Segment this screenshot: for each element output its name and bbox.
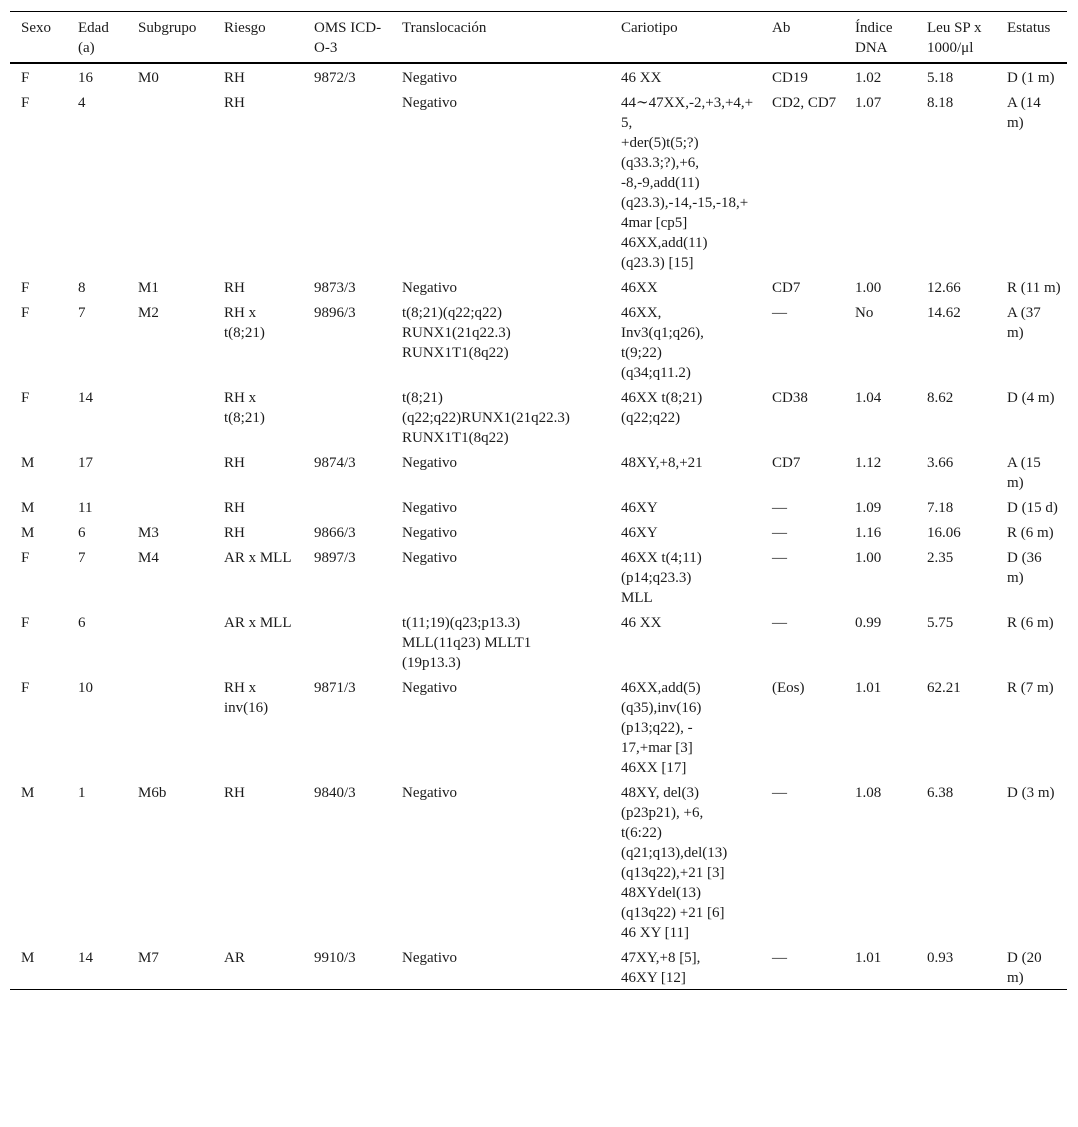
- cell-subgrupo: M6b: [138, 785, 167, 801]
- cell-ab: —: [772, 305, 787, 321]
- table-body: [10, 63, 1067, 990]
- cell-ab: CD19: [772, 70, 808, 86]
- cell-sexo: M: [21, 455, 35, 471]
- cell-oms: [303, 494, 391, 519]
- col-header-oms: OMS ICD-O-3: [314, 20, 382, 56]
- cell-riesgo: AR: [224, 950, 245, 966]
- cell-oms: 9872/3: [314, 70, 356, 86]
- cell-leu-sp: 62.21: [927, 680, 961, 696]
- cell-translocacion: Negativo: [402, 785, 457, 801]
- cell-translocacion: Negativo: [402, 550, 457, 566]
- cell-ab: —: [772, 615, 787, 631]
- cell-riesgo: AR x MLL: [224, 615, 292, 631]
- col-header-leu-sp: Leu SP x 1000/μl: [927, 20, 982, 56]
- col-header-cariotipo: Cariotipo: [621, 20, 678, 36]
- col-header-ab: Ab: [772, 20, 791, 36]
- cell-riesgo: RH: [224, 280, 245, 296]
- cell-sexo: F: [21, 280, 30, 296]
- cell-indice-dna: 1.01: [855, 680, 882, 696]
- cell-indice-dna: 1.09: [855, 500, 882, 516]
- cell-edad: 17: [78, 455, 93, 471]
- cell-oms: 9871/3: [314, 680, 356, 696]
- cell-edad: 14: [78, 950, 93, 966]
- cell-leu-sp: 0.93: [927, 950, 954, 966]
- cell-indice-dna: 1.00: [855, 550, 882, 566]
- cell-translocacion: Negativo: [402, 280, 457, 296]
- cell-oms: 9873/3: [314, 280, 356, 296]
- cell-sexo: M: [21, 500, 35, 516]
- col-header-translocacion: Translocación: [402, 20, 487, 36]
- cell-translocacion: Negativo: [402, 680, 457, 696]
- cell-ab: —: [772, 525, 787, 541]
- cell-subgrupo: [127, 494, 213, 519]
- cell-riesgo: RH: [224, 455, 245, 471]
- table-row: [10, 494, 1067, 519]
- cell-riesgo: RH x t(8;21): [224, 305, 265, 341]
- cell-oms: [303, 609, 391, 674]
- cell-indice-dna: 1.08: [855, 785, 882, 801]
- cell-ab: CD2, CD7: [772, 95, 837, 111]
- cell-subgrupo: [127, 609, 213, 674]
- cell-oms: 9897/3: [314, 550, 356, 566]
- cell-subgrupo: M3: [138, 525, 159, 541]
- cell-estatus: D (3 m): [1007, 785, 1055, 801]
- cell-leu-sp: 5.18: [927, 70, 954, 86]
- cell-ab: (Eos): [772, 680, 805, 696]
- col-header-sexo: Sexo: [21, 20, 51, 36]
- cell-ab: —: [772, 550, 787, 566]
- cell-indice-dna: 1.04: [855, 390, 882, 406]
- cell-riesgo: AR x MLL: [224, 550, 292, 566]
- cell-cariotipo: 46XX, Inv3(q1;q26), t(9;22) (q34;q11.2): [621, 305, 704, 381]
- cell-oms: 9910/3: [314, 950, 356, 966]
- cell-edad: 6: [78, 615, 86, 631]
- table-row: [10, 274, 1067, 299]
- cell-leu-sp: 5.75: [927, 615, 954, 631]
- cell-leu-sp: 12.66: [927, 280, 961, 296]
- cell-subgrupo: M2: [138, 305, 159, 321]
- cell-estatus: D (36 m): [1007, 550, 1042, 586]
- cell-translocacion: t(11;19)(q23;p13.3) MLL(11q23) MLLT1 (19p13.3): [402, 615, 532, 671]
- cell-estatus: A (14 m): [1007, 95, 1041, 131]
- cell-oms: 9866/3: [314, 525, 356, 541]
- cell-cariotipo: 44∼47XX,-2,+3,+4,+5, +der(5)t(5;?) (q33.3;?),+6, -8,-9,add(11) (q23.3),-14,-15,-18,+4mar [cp5] 46XX,add(11) (q23.3) [15]: [621, 95, 754, 271]
- cell-oms: [303, 384, 391, 449]
- cell-edad: 6: [78, 525, 86, 541]
- table-row: [10, 384, 1067, 449]
- cell-translocacion: t(8;21) (q22;q22)RUNX1(21q22.3) RUNX1T1(8q22): [402, 390, 570, 446]
- table-row: [10, 609, 1067, 674]
- cell-indice-dna: 1.00: [855, 280, 882, 296]
- cell-edad: 8: [78, 280, 86, 296]
- cell-edad: 7: [78, 550, 86, 566]
- cell-indice-dna: 1.12: [855, 455, 882, 471]
- cell-riesgo: RH: [224, 500, 245, 516]
- cell-riesgo: RH: [224, 70, 245, 86]
- table-row: [10, 63, 1067, 89]
- table-row: [10, 674, 1067, 779]
- table-row: [10, 944, 1067, 990]
- cell-sexo: M: [21, 525, 35, 541]
- cell-ab: CD38: [772, 390, 808, 406]
- cell-edad: 7: [78, 305, 86, 321]
- cell-edad: 16: [78, 70, 93, 86]
- cell-ab: CD7: [772, 455, 801, 471]
- cell-indice-dna: No: [855, 305, 874, 321]
- cell-subgrupo: M7: [138, 950, 159, 966]
- cell-oms: 9874/3: [314, 455, 356, 471]
- table-row: [10, 779, 1067, 944]
- cell-subgrupo: [127, 674, 213, 779]
- cell-estatus: R (11 m): [1007, 280, 1061, 296]
- cell-cariotipo: 46XX t(8;21) (q22;q22): [621, 390, 703, 426]
- cell-oms: 9840/3: [314, 785, 356, 801]
- cell-sexo: F: [21, 70, 30, 86]
- cell-translocacion: Negativo: [402, 950, 457, 966]
- cell-estatus: R (7 m): [1007, 680, 1054, 696]
- cell-sexo: M: [21, 785, 35, 801]
- cell-indice-dna: 1.01: [855, 950, 882, 966]
- cell-translocacion: Negativo: [402, 70, 457, 86]
- cell-leu-sp: 8.18: [927, 95, 954, 111]
- cell-cariotipo: 46XX: [621, 280, 658, 296]
- cell-translocacion: Negativo: [402, 455, 457, 471]
- cell-sexo: F: [21, 390, 30, 406]
- data-table-container: [10, 11, 1067, 990]
- col-header-subgrupo: Subgrupo: [138, 20, 197, 36]
- cell-edad: 11: [78, 500, 93, 516]
- cell-cariotipo: 46 XX: [621, 615, 662, 631]
- cell-estatus: D (20 m): [1007, 950, 1042, 986]
- header-row: [10, 12, 1067, 64]
- cell-estatus: A (15 m): [1007, 455, 1041, 491]
- cell-ab: CD7: [772, 280, 801, 296]
- cell-leu-sp: 2.35: [927, 550, 954, 566]
- cell-translocacion: Negativo: [402, 95, 457, 111]
- cell-edad: 4: [78, 95, 86, 111]
- cell-indice-dna: 1.07: [855, 95, 882, 111]
- cell-ab: —: [772, 950, 787, 966]
- cell-leu-sp: 3.66: [927, 455, 954, 471]
- cell-estatus: D (4 m): [1007, 390, 1055, 406]
- cell-leu-sp: 8.62: [927, 390, 954, 406]
- cell-leu-sp: 6.38: [927, 785, 954, 801]
- cell-cariotipo: 48XY, del(3) (p23p21), +6, t(6:22) (q21;q13),del(13) (q13q22),+21 [3] 48XYdel(13) (q13q22) +21 [6] 46 XY [11]: [621, 785, 728, 941]
- cell-cariotipo: 47XY,+8 [5], 46XY [12]: [621, 950, 701, 986]
- cell-edad: 14: [78, 390, 93, 406]
- cell-cariotipo: 46XY: [621, 500, 658, 516]
- cell-riesgo: RH x inv(16): [224, 680, 269, 716]
- table-row: [10, 89, 1067, 274]
- cell-indice-dna: 0.99: [855, 615, 882, 631]
- cell-riesgo: RH: [224, 95, 245, 111]
- col-header-riesgo: Riesgo: [224, 20, 266, 36]
- col-header-estatus: Estatus: [1007, 20, 1051, 36]
- cell-estatus: R (6 m): [1007, 525, 1054, 541]
- cell-subgrupo: M1: [138, 280, 159, 296]
- cell-indice-dna: 1.02: [855, 70, 882, 86]
- cell-leu-sp: 7.18: [927, 500, 954, 516]
- col-header-indice-dna: Índice DNA: [855, 20, 893, 56]
- cell-sexo: F: [21, 550, 30, 566]
- cell-translocacion: Negativo: [402, 525, 457, 541]
- cell-sexo: F: [21, 680, 30, 696]
- table-row: [10, 544, 1067, 609]
- cell-sexo: F: [21, 615, 30, 631]
- cell-oms: 9896/3: [314, 305, 356, 321]
- cell-leu-sp: 16.06: [927, 525, 961, 541]
- cell-estatus: A (37 m): [1007, 305, 1041, 341]
- cell-subgrupo: M4: [138, 550, 159, 566]
- cell-cariotipo: 46 XX: [621, 70, 662, 86]
- cell-edad: 1: [78, 785, 86, 801]
- cell-cariotipo: 46XY: [621, 525, 658, 541]
- cell-riesgo: RH: [224, 785, 245, 801]
- cell-sexo: M: [21, 950, 35, 966]
- cell-indice-dna: 1.16: [855, 525, 882, 541]
- cell-ab: —: [772, 785, 787, 801]
- cell-estatus: D (1 m): [1007, 70, 1055, 86]
- col-header-edad: Edad (a): [78, 20, 109, 56]
- cell-subgrupo: [127, 89, 213, 274]
- table-row: [10, 449, 1067, 494]
- table-header: [10, 12, 1067, 64]
- patients-table: [10, 11, 1067, 990]
- cell-subgrupo: [127, 384, 213, 449]
- cell-edad: 10: [78, 680, 93, 696]
- cell-ab: —: [772, 500, 787, 516]
- cell-translocacion: t(8;21)(q22;q22) RUNX1(21q22.3) RUNX1T1(8q22): [402, 305, 511, 361]
- cell-sexo: F: [21, 95, 30, 111]
- cell-sexo: F: [21, 305, 30, 321]
- table-row: [10, 299, 1067, 384]
- cell-riesgo: RH: [224, 525, 245, 541]
- table-row: [10, 519, 1067, 544]
- cell-leu-sp: 14.62: [927, 305, 961, 321]
- cell-cariotipo: 48XY,+8,+21: [621, 455, 703, 471]
- cell-oms: [303, 89, 391, 274]
- cell-riesgo: RH x t(8;21): [224, 390, 265, 426]
- cell-cariotipo: 46XX,add(5) (q35),inv(16) (p13;q22), - 17,+mar [3] 46XX [17]: [621, 680, 702, 776]
- cell-cariotipo: 46XX t(4;11) (p14;q23.3) MLL: [621, 550, 702, 606]
- cell-estatus: R (6 m): [1007, 615, 1054, 631]
- cell-estatus: D (15 d): [1007, 500, 1058, 516]
- cell-subgrupo: M0: [138, 70, 159, 86]
- cell-subgrupo: [127, 449, 213, 494]
- cell-translocacion: Negativo: [402, 500, 457, 516]
